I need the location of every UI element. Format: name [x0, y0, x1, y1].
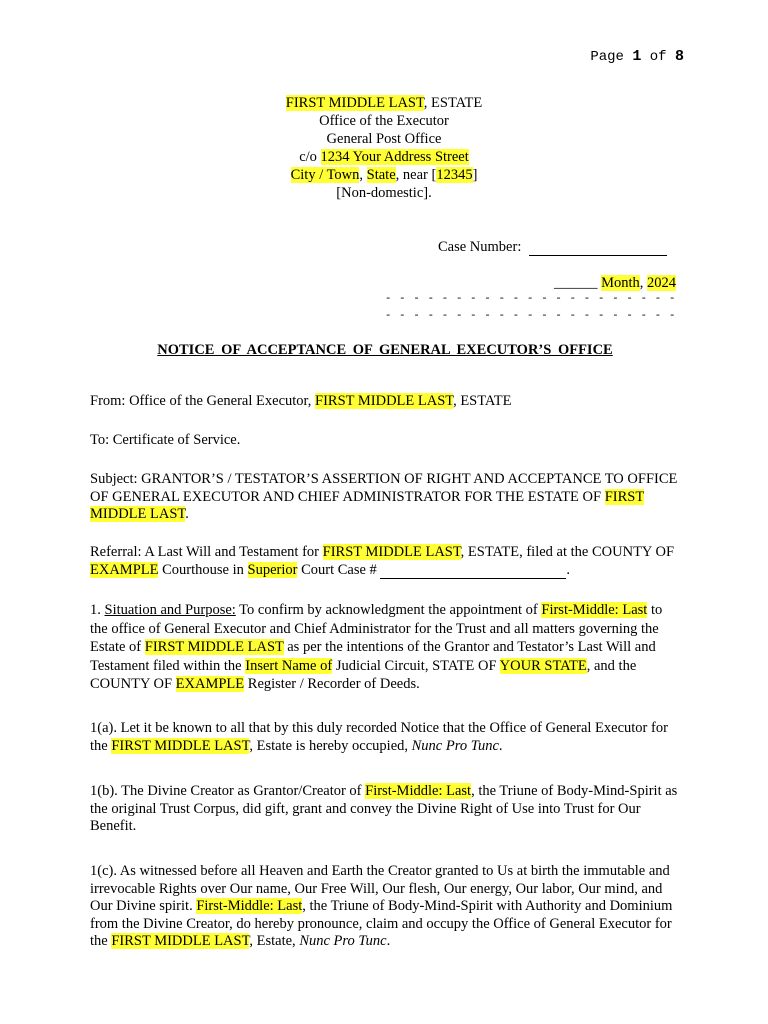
case-number-blank[interactable] — [529, 241, 667, 256]
dashed-line-1: - - - - - - - - - - - - - - - - - - - - - — [384, 293, 676, 305]
header-address: 1234 Your Address Street — [320, 149, 469, 165]
header-non-domestic: [Non-domestic]. — [336, 185, 432, 201]
to-line: To: Certificate of Service. — [90, 432, 241, 448]
header-name: FIRST MIDDLE LAST — [285, 95, 424, 111]
referral-paragraph: Referral: A Last Will and Testament for FIRST MIDDLE LAST, ESTATE, filed at the COUNTY OF EXAMPLE Courthouse in Superior Court Case # . — [90, 544, 675, 578]
header-address-block: FIRST MIDDLE LAST, ESTATE Office of the Executor General Post Office c/o 1234 Your Address Street City / Town, State, near [12345] [Non-domestic]. — [0, 94, 768, 202]
situation-heading: Situation and Purpose: — [104, 602, 236, 618]
paragraph-1c: 1(c). As witnessed before all Heaven and Earth the Creator granted to Us at birth the immutable and irrevocable Rights over Our name, Our Free Will, Our flesh, Our energy, Our labor, Our mind, and Our Divine spirit. First-Middle: Last, the Triune of Body-Mind-Spirit with Authority and Dominium from the Divine Creator, do hereby pronounce, claim and occupy the Office of General Executor for the FIRST MIDDLE LAST, Estate, Nunc Pro Tunc. — [90, 863, 673, 949]
paragraph-1b: 1(b). The Divine Creator as Grantor/Creator of First-Middle: Last, the Triune of Body-Mind-Spirit as the original Trust Corpus, did gift, grant and convey the Divine Right of Use into Trust for Our Benefit. — [90, 783, 678, 834]
case-number: Case Number: — [438, 239, 667, 256]
paragraph-1a: 1(a). Let it be known to all that by this duly recorded Notice that the Office of General Executor for the FIRST MIDDLE LAST, Estate is hereby occupied, Nunc Pro Tunc. — [90, 720, 668, 754]
court-case-blank[interactable] — [380, 565, 566, 579]
from-line: From: Office of the General Executor, FIRST MIDDLE LAST, ESTATE — [90, 393, 512, 409]
header-post-office: General Post Office — [326, 131, 442, 147]
header-office: Office of the Executor — [319, 113, 449, 129]
paragraph-1: 1. Situation and Purpose: To confirm by acknowledgment the appointment of First-Middle: Last to the office of General Executor and Chief Administrator for the Trust and all matters governing the Estate of FIRST MIDDLE LAST as per the intentions of the Grantor and Testator’s Last Will and Testament filed within the Insert Name of Judicial Circuit, STATE OF YOUR STATE, and the COUNTY OF EXAMPLE Register / Recorder of Deeds. — [90, 602, 663, 692]
dashed-line-2: - - - - - - - - - - - - - - - - - - - - - — [384, 310, 676, 322]
page-number: Page 1 of 8 — [590, 48, 684, 65]
document-title: NOTICE OF ACCEPTANCE OF GENERAL EXECUTOR’S OFFICE — [157, 342, 613, 358]
subject-paragraph: Subject: GRANTOR’S / TESTATOR’S ASSERTION OF RIGHT AND ACCEPTANCE TO OFFICE OF GENERAL EXECUTOR AND CHIEF ADMINISTRATOR FOR THE ESTATE OF FIRST MIDDLE LAST. — [90, 471, 678, 522]
date-line: ______ Month, 2024 — [553, 275, 676, 291]
